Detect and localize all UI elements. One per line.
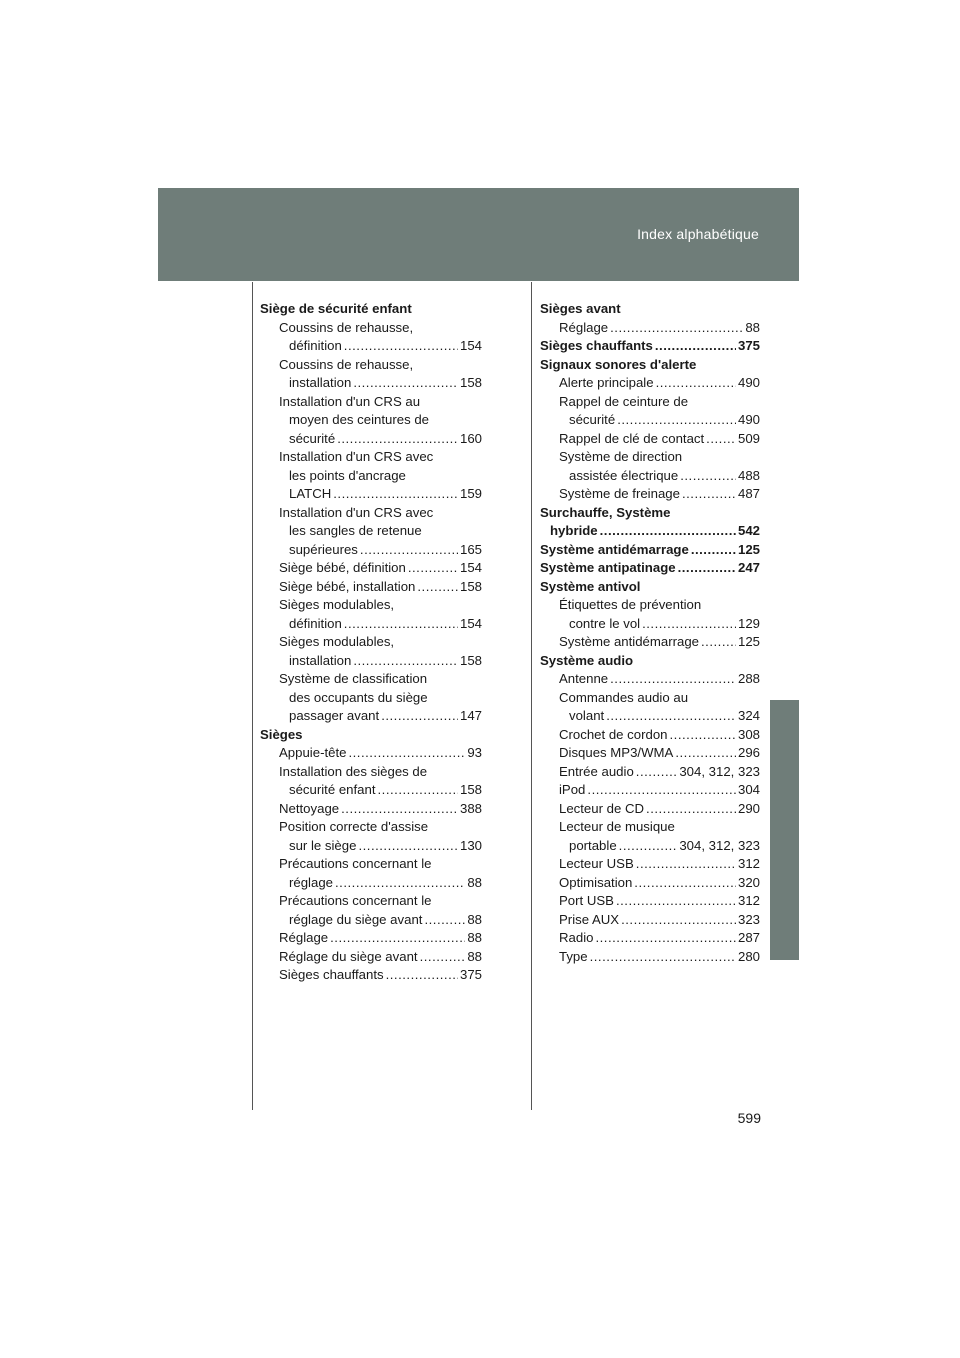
index-entry-line [279,541,482,560]
index-entry-text: Réglage [559,319,609,335]
leader-dots [600,522,736,541]
index-entry-text: réglage [289,874,333,890]
index-entry [260,578,482,597]
index-entry-text: Sièges chauffants [540,338,653,353]
leader-dots [680,467,736,486]
index-entry-line [559,744,760,763]
index-entry-text: Commandes audio au [559,689,689,705]
leader-dots [610,670,736,689]
index-entry [260,929,482,948]
index-entry [540,319,760,338]
index-heading [540,652,760,671]
page-reference: 165 [459,541,482,557]
page-reference: 154 [459,338,482,353]
index-entry-line [279,781,482,800]
index-entry-line [279,874,482,893]
page-reference: 304 [737,782,760,797]
index-entry-line [559,430,760,449]
page-title: Index alphabétique [637,226,759,242]
leader-dots [636,763,678,782]
page-reference: 130 [459,837,482,853]
index-entry-text: Sièges chauffants [279,967,384,982]
index-entry-line [279,837,482,856]
index-entry-text: Signaux sonores d'alerte [540,356,697,372]
index-entry-text: définition [289,338,342,353]
leader-dots [341,800,458,819]
index-entry-text: Sièges [260,726,303,742]
leader-dots [337,430,458,449]
page-reference: 93 [467,745,482,760]
index-entry [260,559,482,578]
index-entry [540,948,760,967]
index-entry-text: Type [559,948,588,964]
index-heading [540,578,760,597]
index-entry-line [540,541,760,560]
index-entry-text: Système de freinage [559,486,680,501]
page-reference: 304, 312, 323 [679,837,760,853]
index-entry [260,633,482,670]
index-entry [540,596,760,633]
page-reference: 312 [737,856,760,871]
index-entry-text: supérieures [289,541,358,557]
index-entry-line [279,615,482,634]
page-reference: 88 [467,874,482,890]
index-entry-text: Antenne [559,671,609,686]
index-entry-text: Coussins de rehausse, [279,319,414,335]
index-entry-text: Sièges modulables, [279,634,395,649]
index-entry-text: Système antidémarrage [540,541,689,557]
index-entry [260,504,482,560]
index-entry [260,948,482,967]
index-entry-text: moyen des ceintures de [289,412,430,427]
page-reference: 158 [459,375,482,390]
header-band [158,188,799,281]
index-entry-line [279,559,482,578]
index-entry [540,874,760,893]
leader-dots [675,744,736,763]
leader-dots [682,485,736,504]
leader-dots [646,800,736,819]
leader-dots [606,707,736,726]
leader-dots [353,652,458,671]
index-entry-line [559,633,760,652]
index-entry [540,485,760,504]
index-entry [260,448,482,504]
page-reference: 490 [737,375,760,390]
index-entry-text: Lecteur de CD [559,800,645,816]
index-entry-line [559,763,760,782]
index-entry-line [540,559,760,578]
index-entry-text: Surchauffe, Système [540,504,671,520]
index-entry-text: Siège bébé, définition [279,560,406,575]
index-entry-line [559,411,760,430]
leader-dots [344,337,458,356]
index-entry-text: Installation des sièges de [279,763,428,779]
index-entry-text: Système antidémarrage [559,634,700,649]
index-entry-line [559,837,760,856]
page-reference: 542 [737,523,760,538]
index-entry-line [559,892,760,911]
index-entry-text: Système antivol [540,578,641,594]
index-entry-line [279,652,482,671]
index-entry-text: Système antipatinage [540,560,676,575]
leader-dots [616,892,736,911]
index-entry [260,670,482,726]
page-reference: 320 [737,874,760,890]
index-entry-line [279,578,482,597]
index-entry-text: Nettoyage [279,800,340,816]
page-reference: 296 [737,745,760,760]
leader-dots [587,781,736,800]
page-reference: 88 [467,948,482,964]
index-entry-line [279,485,482,504]
index-entry [540,726,760,745]
leader-dots [642,615,736,634]
index-entry-text: Lecteur USB [559,856,634,871]
index-entry-text: réglage du siège avant [289,911,423,927]
page-reference: 159 [459,486,482,501]
index-entry [260,855,482,892]
leader-dots [617,411,736,430]
index-entry-text: Installation d'un CRS avec [279,504,434,520]
index-heading [540,504,760,541]
index-entry [540,818,760,855]
index-entry-text: sur le siège [289,837,357,853]
page-reference: 158 [459,578,482,594]
leader-dots [408,559,458,578]
page-reference: 158 [459,782,482,797]
leader-dots [619,837,678,856]
index-entry-text: LATCH [289,486,332,501]
index-entry [260,892,482,929]
index-entry-line [559,726,760,745]
page-reference: 160 [459,430,482,446]
leader-dots [706,430,736,449]
index-entry [260,818,482,855]
index-entry-text: Système de direction [559,449,683,464]
leader-dots [358,837,458,856]
index-entry [260,319,482,356]
index-entry [540,929,760,948]
index-entry [260,763,482,800]
index-entry-line [279,948,482,967]
section-thumb-tab [770,700,799,960]
index-entry-text: sécurité enfant [289,782,376,797]
index-entry-text: Étiquettes de prévention [559,597,702,612]
index-entry-line [559,948,760,967]
page-reference: 312 [737,893,760,908]
leader-dots [610,319,743,338]
page-reference: 88 [745,319,760,335]
index-entry-text: Installation d'un CRS au [279,393,421,409]
index-entry-text: installation [289,375,352,390]
leader-dots [590,948,736,967]
leader-dots [335,874,465,893]
index-entry-text: sécurité [569,412,616,427]
column-divider-right [531,282,532,1110]
index-entry-text: installation [289,652,352,668]
page-reference: 88 [467,911,482,927]
index-entry-text: Entrée audio [559,763,634,779]
index-entry-line [559,707,760,726]
index-entry-line [559,855,760,874]
index-column-left [260,300,482,985]
leader-dots [621,911,736,930]
index-entry [540,763,760,782]
leader-dots [353,374,458,393]
page-reference: 388 [459,800,482,816]
index-entry-text: Précautions concernant le [279,893,432,908]
page-reference: 125 [737,634,760,649]
index-entry-text: Système audio [540,652,634,668]
index-column-right [540,300,760,966]
index-entry-text: sécurité [289,430,336,446]
leader-dots [420,948,466,967]
leader-dots [636,855,736,874]
page-reference: 509 [737,430,760,446]
index-entry-text: assistée électrique [569,467,679,483]
index-entry [540,892,760,911]
index-entry [260,744,482,763]
index-entry-text: Siège bébé, installation [279,578,416,594]
index-entry [260,356,482,393]
index-entry [540,374,760,393]
leader-dots [691,541,736,560]
index-entry-text: Disques MP3/WMA [559,745,674,760]
index-heading [540,337,760,356]
page-reference: 158 [459,652,482,668]
index-entry [540,633,760,652]
index-entry-line [559,670,760,689]
page-reference: 488 [737,467,760,483]
index-entry [540,393,760,430]
index-entry-text: Système de classification [279,671,428,686]
index-entry-text: contre le vol [569,615,641,631]
index-entry-text: Prise AUX [559,911,620,927]
page-reference: 288 [737,671,760,686]
leader-dots [378,781,458,800]
leader-dots [656,374,736,393]
index-entry-line [559,467,760,486]
index-entry-line [279,800,482,819]
page-reference: 129 [737,615,760,631]
index-entry [540,781,760,800]
index-entry [540,855,760,874]
leader-dots [670,726,736,745]
index-entry-text: Optimisation [559,874,633,890]
leader-dots [330,929,465,948]
page-reference: 304, 312, 323 [679,763,760,779]
index-entry-line [559,319,760,338]
index-entry-text: Rappel de clé de contact [559,430,705,446]
index-entry-text: Lecteur de musique [559,819,675,834]
index-entry [540,430,760,449]
index-entry-text: les points d'ancrage [289,467,406,483]
page-reference: 147 [459,708,482,723]
leader-dots [344,615,458,634]
leader-dots [417,578,458,597]
index-entry-line [559,485,760,504]
page-reference: 375 [737,338,760,353]
index-entry-text: hybride [550,523,598,538]
index-entry-line [559,911,760,930]
index-entry-text: Appuie-tête [279,745,347,760]
index-heading [540,300,760,319]
page-number: 599 [737,1110,761,1126]
index-entry-text: passager avant [289,708,380,723]
page-reference: 290 [737,800,760,816]
index-entry-line [279,707,482,726]
index-heading [260,726,482,745]
index-entry-line [540,522,760,541]
leader-dots [655,337,736,356]
leader-dots [634,874,736,893]
index-entry-text: des occupants du siège [289,689,428,705]
index-entry-text: Précautions concernant le [279,856,432,871]
index-entry-text: Radio [559,930,594,945]
index-entry-text: Siège de sécurité enfant [260,301,412,316]
index-entry-text: Sièges modulables, [279,597,395,612]
index-entry-line [279,744,482,763]
index-entry-line [279,374,482,393]
index-entry-line [559,374,760,393]
index-entry [260,596,482,633]
index-entry-line [540,337,760,356]
index-entry [540,670,760,689]
page-reference: 490 [737,412,760,427]
page-reference: 125 [737,541,760,557]
index-entry-line [559,800,760,819]
index-heading [540,356,760,375]
index-entry [540,448,760,485]
index-entry-text: iPod [559,782,586,797]
index-entry [540,911,760,930]
index-entry-line [559,781,760,800]
page-reference: 280 [737,948,760,964]
page-reference: 323 [737,911,760,927]
index-entry-line [279,430,482,449]
page-reference: 324 [737,708,760,723]
index-entry-line [559,615,760,634]
index-heading [540,541,760,560]
index-entry [260,800,482,819]
index-entry-text: Réglage [279,930,329,945]
index-entry-text: les sangles de retenue [289,523,422,538]
leader-dots [595,929,736,948]
index-entry-line [279,911,482,930]
page-reference: 487 [737,486,760,501]
index-entry [260,966,482,985]
index-entry-text: Installation d'un CRS avec [279,449,434,464]
index-entry [540,689,760,726]
page-reference: 154 [459,615,482,631]
index-entry-text: Sièges avant [540,301,621,316]
page-reference: 287 [737,930,760,945]
index-entry-text: Port USB [559,893,614,908]
leader-dots [333,485,458,504]
index-entry [540,744,760,763]
index-entry-text: Alerte principale [559,375,654,390]
index-entry-text: Position correcte d'assise [279,819,429,834]
page-reference: 247 [737,560,760,575]
index-entry-text: Rappel de ceinture de [559,393,689,409]
page-reference: 308 [737,726,760,742]
leader-dots [386,966,458,985]
index-heading [540,559,760,578]
leader-dots [360,541,458,560]
index-entry [260,393,482,449]
index-entry-text: Réglage du siège avant [279,948,418,964]
column-divider-left [252,282,253,1110]
index-entry [540,800,760,819]
index-entry-text: Coussins de rehausse, [279,356,414,372]
index-entry-text: portable [569,837,617,853]
page-reference: 154 [459,560,482,575]
index-heading [260,300,482,319]
page-reference: 375 [459,967,482,982]
index-entry-text: volant [569,708,605,723]
page-reference: 88 [467,930,482,945]
index-entry-text: Crochet de cordon [559,726,668,742]
index-entry-line [279,966,482,985]
index-entry-line [559,929,760,948]
leader-dots [678,559,736,578]
leader-dots [348,744,465,763]
index-entry-line [279,337,482,356]
index-entry-text: définition [289,615,342,631]
leader-dots [424,911,465,930]
index-entry-line [559,874,760,893]
leader-dots [701,633,736,652]
leader-dots [381,707,458,726]
index-entry-line [279,929,482,948]
